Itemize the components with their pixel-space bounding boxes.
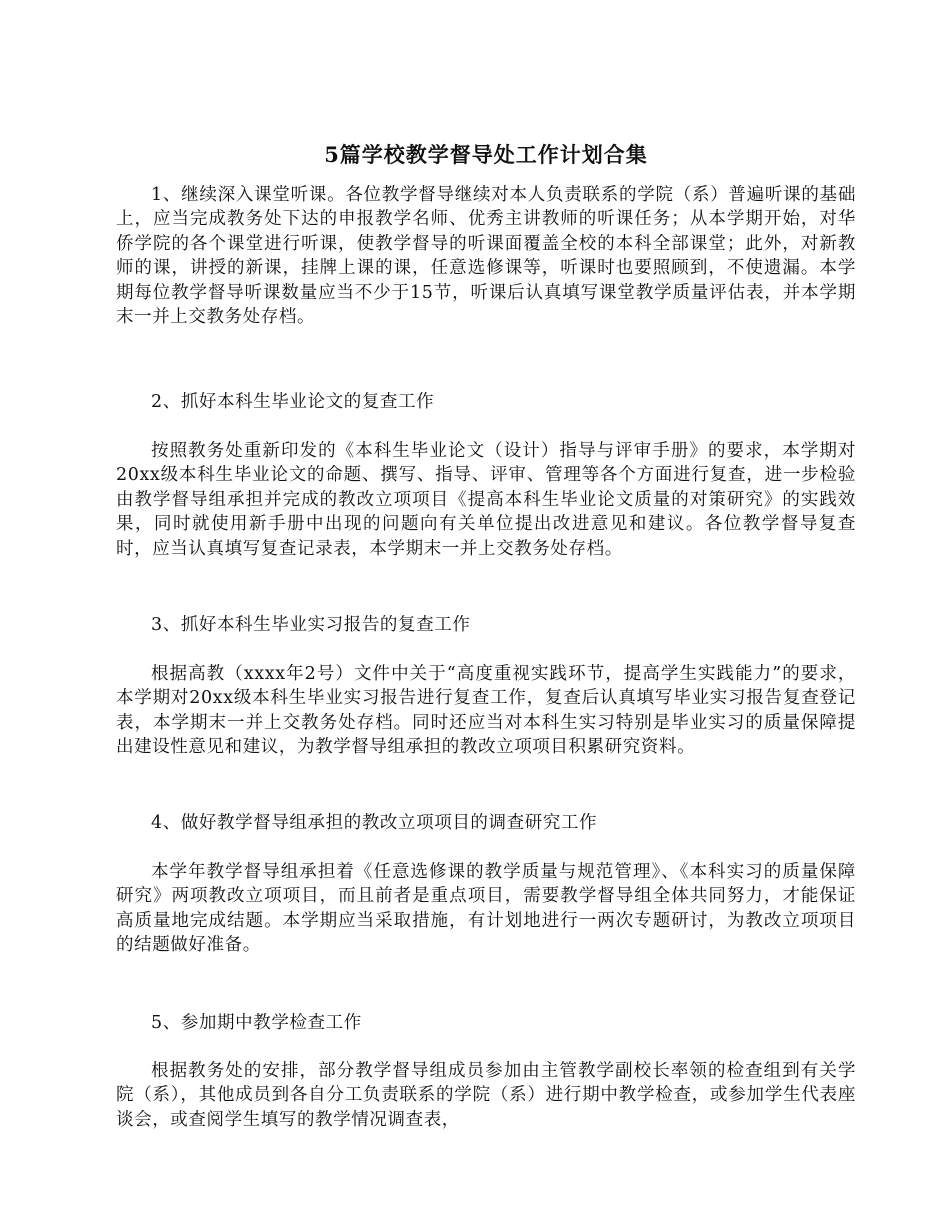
document-title: 5篇学校教学督导处工作计划合集: [324, 142, 648, 167]
section-heading-3: 3、抓好本科生毕业实习报告的复查工作: [151, 615, 471, 635]
paragraph-5: 根据教务处的安排，部分教学督导组成员参加由主管教学副校长率领的检查组到有关学院（系），其他成员到各自分工负责联系的学院（系）进行期中教学检查，或参加学生代表座谈会，或查阅学生填写的教学情况调查表，: [116, 1061, 856, 1130]
paragraph-4: 本学年教学督导组承担着《任意选修课的教学质量与规范管理》、《本科实习的质量保障研究》两项教改立项项目，而且前者是重点项目，需要教学督导组全体共同努力，才能保证高质量地完成结题。本学期应当采取措施，有计划地进行一两次专题研讨，为教改立项项目的结题做好准备。: [116, 862, 856, 956]
paragraph-1: 1、继续深入课堂听课。各位教学督导继续对本人负责联系的学院（系）普遍听课的基础上，应当完成教务处下达的申报教学名师、优秀主讲教师的听课任务；从本学期开始，对华侨学院的各个课堂进行听课，使教学督导的听课面覆盖全校的本科全部课堂；此外，对新教师的课，讲授的新课，挂牌上课的课，任意选修课等，听课时也要照顾到，不使遗漏。本学期每位教学督导听课数量应当不少于15节，听课后认真填写课堂教学质量评估表，并本学期末一并上交教务处存档。: [116, 185, 856, 328]
paragraph-2: 按照教务处重新印发的《本科生毕业论文（设计）指导与评审手册》的要求，本学期对20xx级本科生毕业论文的命题、撰写、指导、评审、管理等各个方面进行复查，进一步检验由教学督导组承担并完成的教改立项项目《提高本科生毕业论文质量的对策研究》的实践效果，同时就使用新手册中出现的问题向有关单位提出改进意见和建议。各位教学督导复查时，应当认真填写复查记录表，本学期末一并上交教务处存档。: [116, 441, 856, 559]
section-heading-2: 2、抓好本科生毕业论文的复查工作: [151, 392, 435, 412]
section-heading-4: 4、做好教学督导组承担的教改立项项目的调查研究工作: [151, 813, 598, 833]
section-heading-5: 5、参加期中教学检查工作: [151, 1013, 362, 1033]
paragraph-3: 根据高教（xxxx年2号）文件中关于“高度重视实践环节，提高学生实践能力”的要求，本学期对20xx级本科生毕业实习报告进行复查工作，复查后认真填写毕业实习报告复查登记表，本学期末一并上交教务处存档。同时还应当对本科生实习特别是毕业实习的质量保障提出建设性意见和建议，为教学督导组承担的教改立项项目积累研究资料。: [116, 664, 856, 758]
